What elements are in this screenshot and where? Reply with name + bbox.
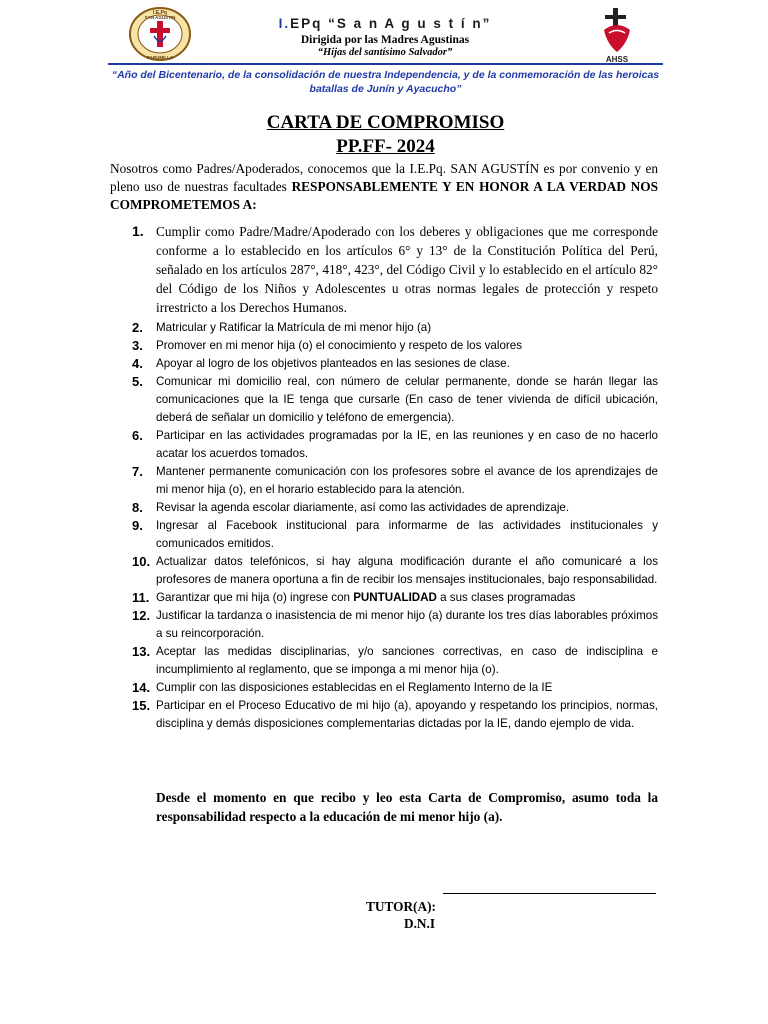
item-number: 3. xyxy=(132,338,143,353)
closing-statement: Desde el momento en que recibo y leo esta Carta de Compromiso, asumo toda la responsabilidad respecto a la educación de mi menor hijo (a). xyxy=(156,790,658,824)
svg-text:AHSS: AHSS xyxy=(605,55,629,64)
commitment-list xyxy=(110,222,658,733)
item-text: Aceptar las medidas disciplinarias, y/o sanciones correctivas, en caso de indisciplina e incumplimiento al reglamento, que se imponga a mi menor hija (o). xyxy=(156,645,658,676)
item-text: Garantizar que mi hija (o) ingrese con PUNTUALIDAD a sus clases programadas xyxy=(156,591,576,604)
item-text: Revisar la agenda escolar diariamente, así como las actividades de aprendizaje. xyxy=(156,501,570,514)
signature-line xyxy=(443,893,656,894)
item-number: 4. xyxy=(132,356,143,371)
item-text: Cumplir con las disposiciones establecidas en el Reglamento Interno de la IE xyxy=(156,681,553,694)
item-text: Cumplir como Padre/Madre/Apoderado con los deberes y obligaciones que me corresponde conforme a lo establecido en los artículos 6° y 13° de la Constitución Política del Perú, señalado en los artículos 287°, 418°, 423°, del Código Civil y lo establecido en el artículo 82° del Código de los Niños y Adolescentes u otras normas legales de protección y respeto irrestricto a los Derechos Humanos. xyxy=(156,224,658,315)
header-divider xyxy=(108,63,663,65)
list-item xyxy=(110,222,658,317)
item-text: Apoyar al logro de los objetivos planteados en las sesiones de clase. xyxy=(156,357,510,370)
list-item xyxy=(110,355,658,373)
list-item xyxy=(110,319,658,337)
list-item xyxy=(110,427,658,463)
item-number: 2. xyxy=(132,320,143,335)
item-text: Ingresar al Facebook institucional para informarme de las actividades institucionales y comunicados emitidos. xyxy=(156,519,658,550)
ahss-logo xyxy=(596,6,638,64)
item-number: 10. xyxy=(132,554,151,569)
list-item xyxy=(110,373,658,427)
school-name: I.EPq “S a n A g u s t í n” xyxy=(278,16,492,31)
year-motto: “Año del Bicentenario, de la consolidación de nuestra Independencia, y de la conmemoración de las heroicas batallas de Junín y Ayacucho” xyxy=(111,69,660,95)
item-number: 6. xyxy=(132,428,143,443)
item-number: 11. xyxy=(132,590,150,605)
document-title: CARTA DE COMPROMISO xyxy=(266,112,505,133)
svg-text:SAN AGUSTIN: SAN AGUSTIN xyxy=(144,15,176,20)
item-text: Participar en el Proceso Educativo de mi hijo (a), apoyando y respetando los principios, normas, disciplina y demás disposiciones complementarias dictadas por la IE, dando ejemplo de vida. xyxy=(156,699,658,730)
school-subtitle: Dirigida por las Madres Agustinas xyxy=(300,34,470,46)
list-item xyxy=(110,337,658,355)
item-text: Justificar la tardanza o inasistencia de mi menor hijo (a) durante los tres días laborables próximos a su reincorporación. xyxy=(156,609,658,640)
item-text: Actualizar datos telefónicos, si hay alguna modificación durante el año comunicaré a los profesores de manera oportuna a fin de recibir los mensajes institucionales, bajo responsabilidad. xyxy=(156,555,658,586)
list-item xyxy=(110,553,658,589)
list-item xyxy=(110,679,658,697)
item-number: 8. xyxy=(132,500,143,515)
svg-text:ZARUMILLA: ZARUMILLA xyxy=(146,55,174,60)
list-item xyxy=(110,589,658,607)
list-item xyxy=(110,517,658,553)
item-text: Participar en las actividades programadas por la IE, en las reuniones y en caso de no hacerlo acatar los acuerdos tomados. xyxy=(156,429,658,460)
item-text: Promover en mi menor hija (o) el conocimiento y respeto de los valores xyxy=(156,339,523,352)
list-item xyxy=(110,643,658,679)
list-item xyxy=(110,499,658,517)
item-text: Matricular y Ratificar la Matrícula de mi menor hijo (a) xyxy=(156,321,432,334)
list-item xyxy=(110,607,658,643)
item-text: Comunicar mi domicilio real, con número de celular permanente, donde se harán llegar las comunicaciones que la IE tenga que cursarle (En caso de tener vivienda de difícil ubicación, deberá de señalar un domicilio y teléfono de emergencia). xyxy=(156,375,658,424)
item-number: 12. xyxy=(132,608,151,623)
list-item xyxy=(110,463,658,499)
list-item xyxy=(110,697,658,733)
document-subtitle: PP.FF- 2024 xyxy=(336,136,435,157)
item-number: 1. xyxy=(132,223,144,239)
school-crest-logo xyxy=(128,6,192,62)
svg-text:I.E.Pq: I.E.Pq xyxy=(153,10,167,16)
item-number: 5. xyxy=(132,374,143,389)
item-number: 9. xyxy=(132,518,143,533)
item-text: Mantener permanente comunicación con los profesores sobre el avance de los aprendizajes de mi menor hija (o), en el horario establecido para la atención. xyxy=(156,465,658,496)
item-number: 13. xyxy=(132,644,151,659)
item-number: 7. xyxy=(132,464,143,479)
dni-label: D.N.I xyxy=(404,916,436,931)
school-subtitle-2: “Hijas del santísimo Salvador” xyxy=(317,47,453,58)
intro-paragraph: Nosotros como Padres/Apoderados, conocemos que la I.E.Pq. SAN AGUSTÍN es por convenio y en pleno uso de nuestras facultades RESPONSABLEMENTE Y EN HONOR A LA VERDAD NOS COMPROMETEMOS A: xyxy=(110,161,659,212)
item-number: 14. xyxy=(132,680,151,695)
item-number: 15. xyxy=(132,698,151,713)
tutor-label: TUTOR(A): xyxy=(366,899,436,914)
